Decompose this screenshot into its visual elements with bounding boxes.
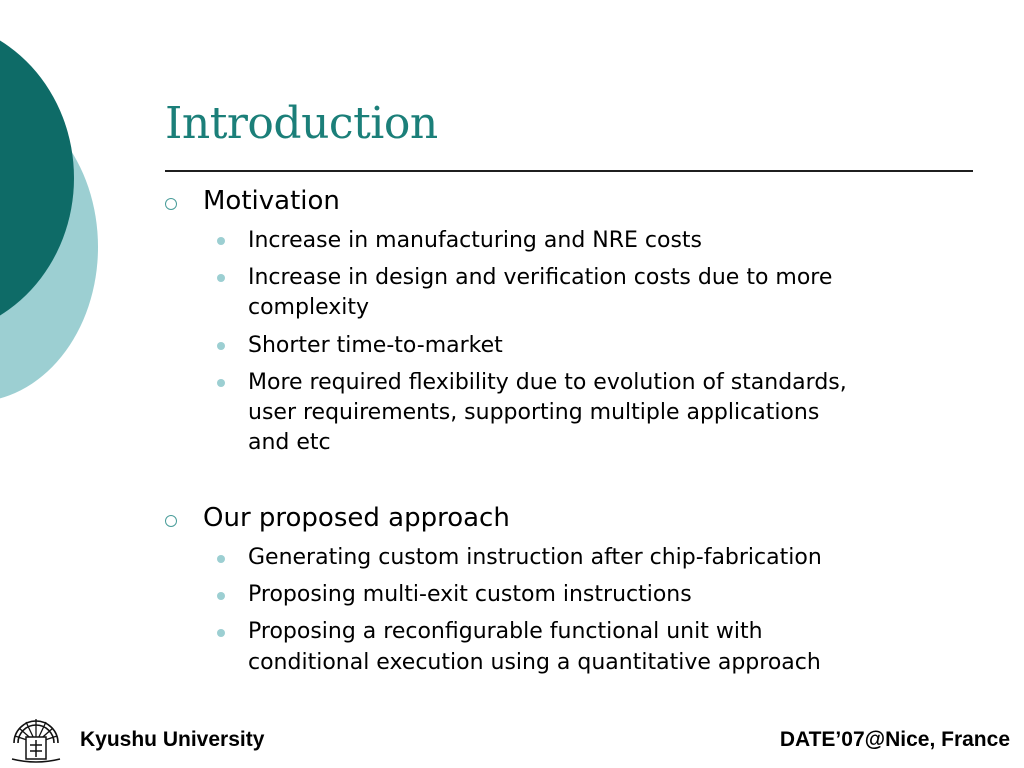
dot-bullet-icon (217, 342, 225, 350)
section-heading-approach: Our proposed approach (203, 503, 510, 533)
footer-event: DATE’07@Nice, France (779, 728, 1010, 751)
slide-title: Introduction (165, 98, 438, 149)
kyushu-university-logo-icon (8, 713, 64, 765)
dot-bullet-icon (217, 237, 225, 245)
bullet-item-continuation: complexity (248, 295, 369, 320)
bullet-item: Generating custom instruction after chip-fabrication (248, 545, 822, 570)
dot-bullet-icon (217, 629, 225, 637)
bullet-item: More required flexibility due to evolution of standards, (248, 370, 847, 395)
hollow-circle-bullet-icon (165, 515, 177, 527)
dot-bullet-icon (217, 555, 225, 563)
dot-bullet-icon (217, 592, 225, 600)
title-divider (165, 170, 973, 172)
dot-bullet-icon (217, 379, 225, 387)
hollow-circle-bullet-icon (165, 198, 177, 210)
bullet-item: Shorter time-to-market (248, 333, 503, 358)
bullet-item: Increase in design and verification costs due to more (248, 265, 833, 290)
section-heading-motivation: Motivation (203, 186, 340, 216)
bullet-item: Increase in manufacturing and NRE costs (248, 228, 703, 253)
bullet-item-continuation: conditional execution using a quantitative approach (248, 650, 821, 675)
footer-institution: Kyushu University (80, 728, 265, 751)
bullet-item-continuation: user requirements, supporting multiple applications (248, 400, 820, 425)
bullet-item-continuation: and etc (248, 430, 331, 455)
bullet-item: Proposing multi-exit custom instructions (248, 582, 692, 607)
bullet-item: Proposing a reconfigurable functional unit with (248, 619, 763, 644)
dot-bullet-icon (217, 274, 225, 282)
